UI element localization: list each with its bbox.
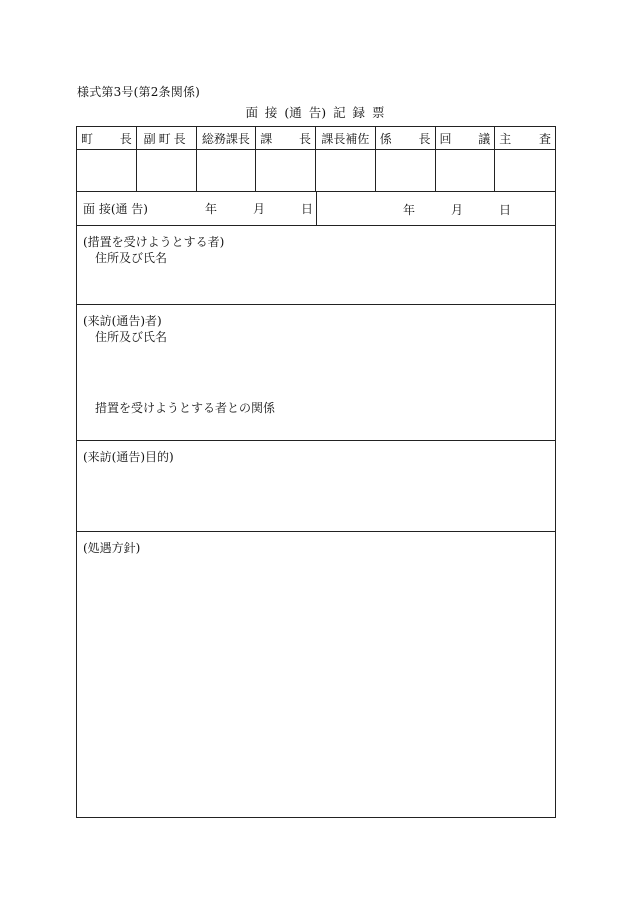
approval-header: 課 長 [256, 127, 315, 150]
policy-heading: (処遇方針) [83, 541, 141, 555]
approval-header: 係 長 [376, 127, 435, 150]
form-reference: 様式第3号(第2条関係) [77, 85, 201, 99]
approval-column-unit-chief [376, 127, 436, 191]
visitor-heading: (来訪(通告)者) [83, 314, 162, 328]
approval-header: 主 査 [495, 127, 555, 150]
stamp-box[interactable] [376, 150, 435, 191]
policy-section[interactable] [77, 532, 555, 818]
approval-column-section-chief [256, 127, 316, 191]
year-label: 年 [205, 202, 218, 216]
second-date-cell[interactable] [317, 192, 555, 225]
interview-date-row [77, 192, 555, 226]
approval-header: 総務課長 [197, 127, 256, 150]
stamp-box[interactable] [256, 150, 315, 191]
approval-column-inspector [495, 127, 555, 191]
visitor-section[interactable] [77, 305, 555, 441]
stamp-box[interactable] [197, 150, 256, 191]
approval-column-deputy-mayor [137, 127, 197, 191]
subject-heading: (措置を受けようとする者) [83, 235, 225, 249]
form-title: 面 接 (通 告) 記 録 票 [245, 105, 385, 120]
month-label: 月 [253, 202, 266, 216]
purpose-section[interactable] [77, 441, 555, 532]
approval-header: 回 議 [436, 127, 495, 150]
purpose-heading: (来訪(通告)目的) [83, 450, 174, 464]
approval-header: 町 長 [77, 127, 136, 150]
stamp-box[interactable] [77, 150, 136, 191]
approval-header: 副町長 [137, 127, 196, 150]
approval-stamp-table [77, 127, 555, 192]
year-label: 年 [403, 203, 416, 217]
approval-column-assistant-chief [316, 127, 376, 191]
interview-date-label: 面 接(通 告) [83, 202, 148, 216]
relation-label: 措置を受けようとする者との関係 [95, 401, 276, 415]
approval-column-general-affairs-chief [197, 127, 257, 191]
day-label: 日 [301, 202, 314, 216]
visitor-address-name-label: 住所及び氏名 [95, 330, 168, 344]
approval-header: 課長補佐 [316, 127, 375, 150]
month-label: 月 [451, 203, 464, 217]
subject-address-name-label: 住所及び氏名 [95, 251, 168, 265]
day-label: 日 [499, 203, 512, 217]
interview-date-cell[interactable] [77, 192, 317, 225]
stamp-box[interactable] [495, 150, 555, 191]
stamp-box[interactable] [137, 150, 196, 191]
stamp-box[interactable] [316, 150, 375, 191]
record-form [76, 126, 556, 818]
subject-section[interactable] [77, 226, 555, 305]
approval-column-circulation [436, 127, 496, 191]
approval-column-mayor [77, 127, 137, 191]
stamp-box[interactable] [436, 150, 495, 191]
